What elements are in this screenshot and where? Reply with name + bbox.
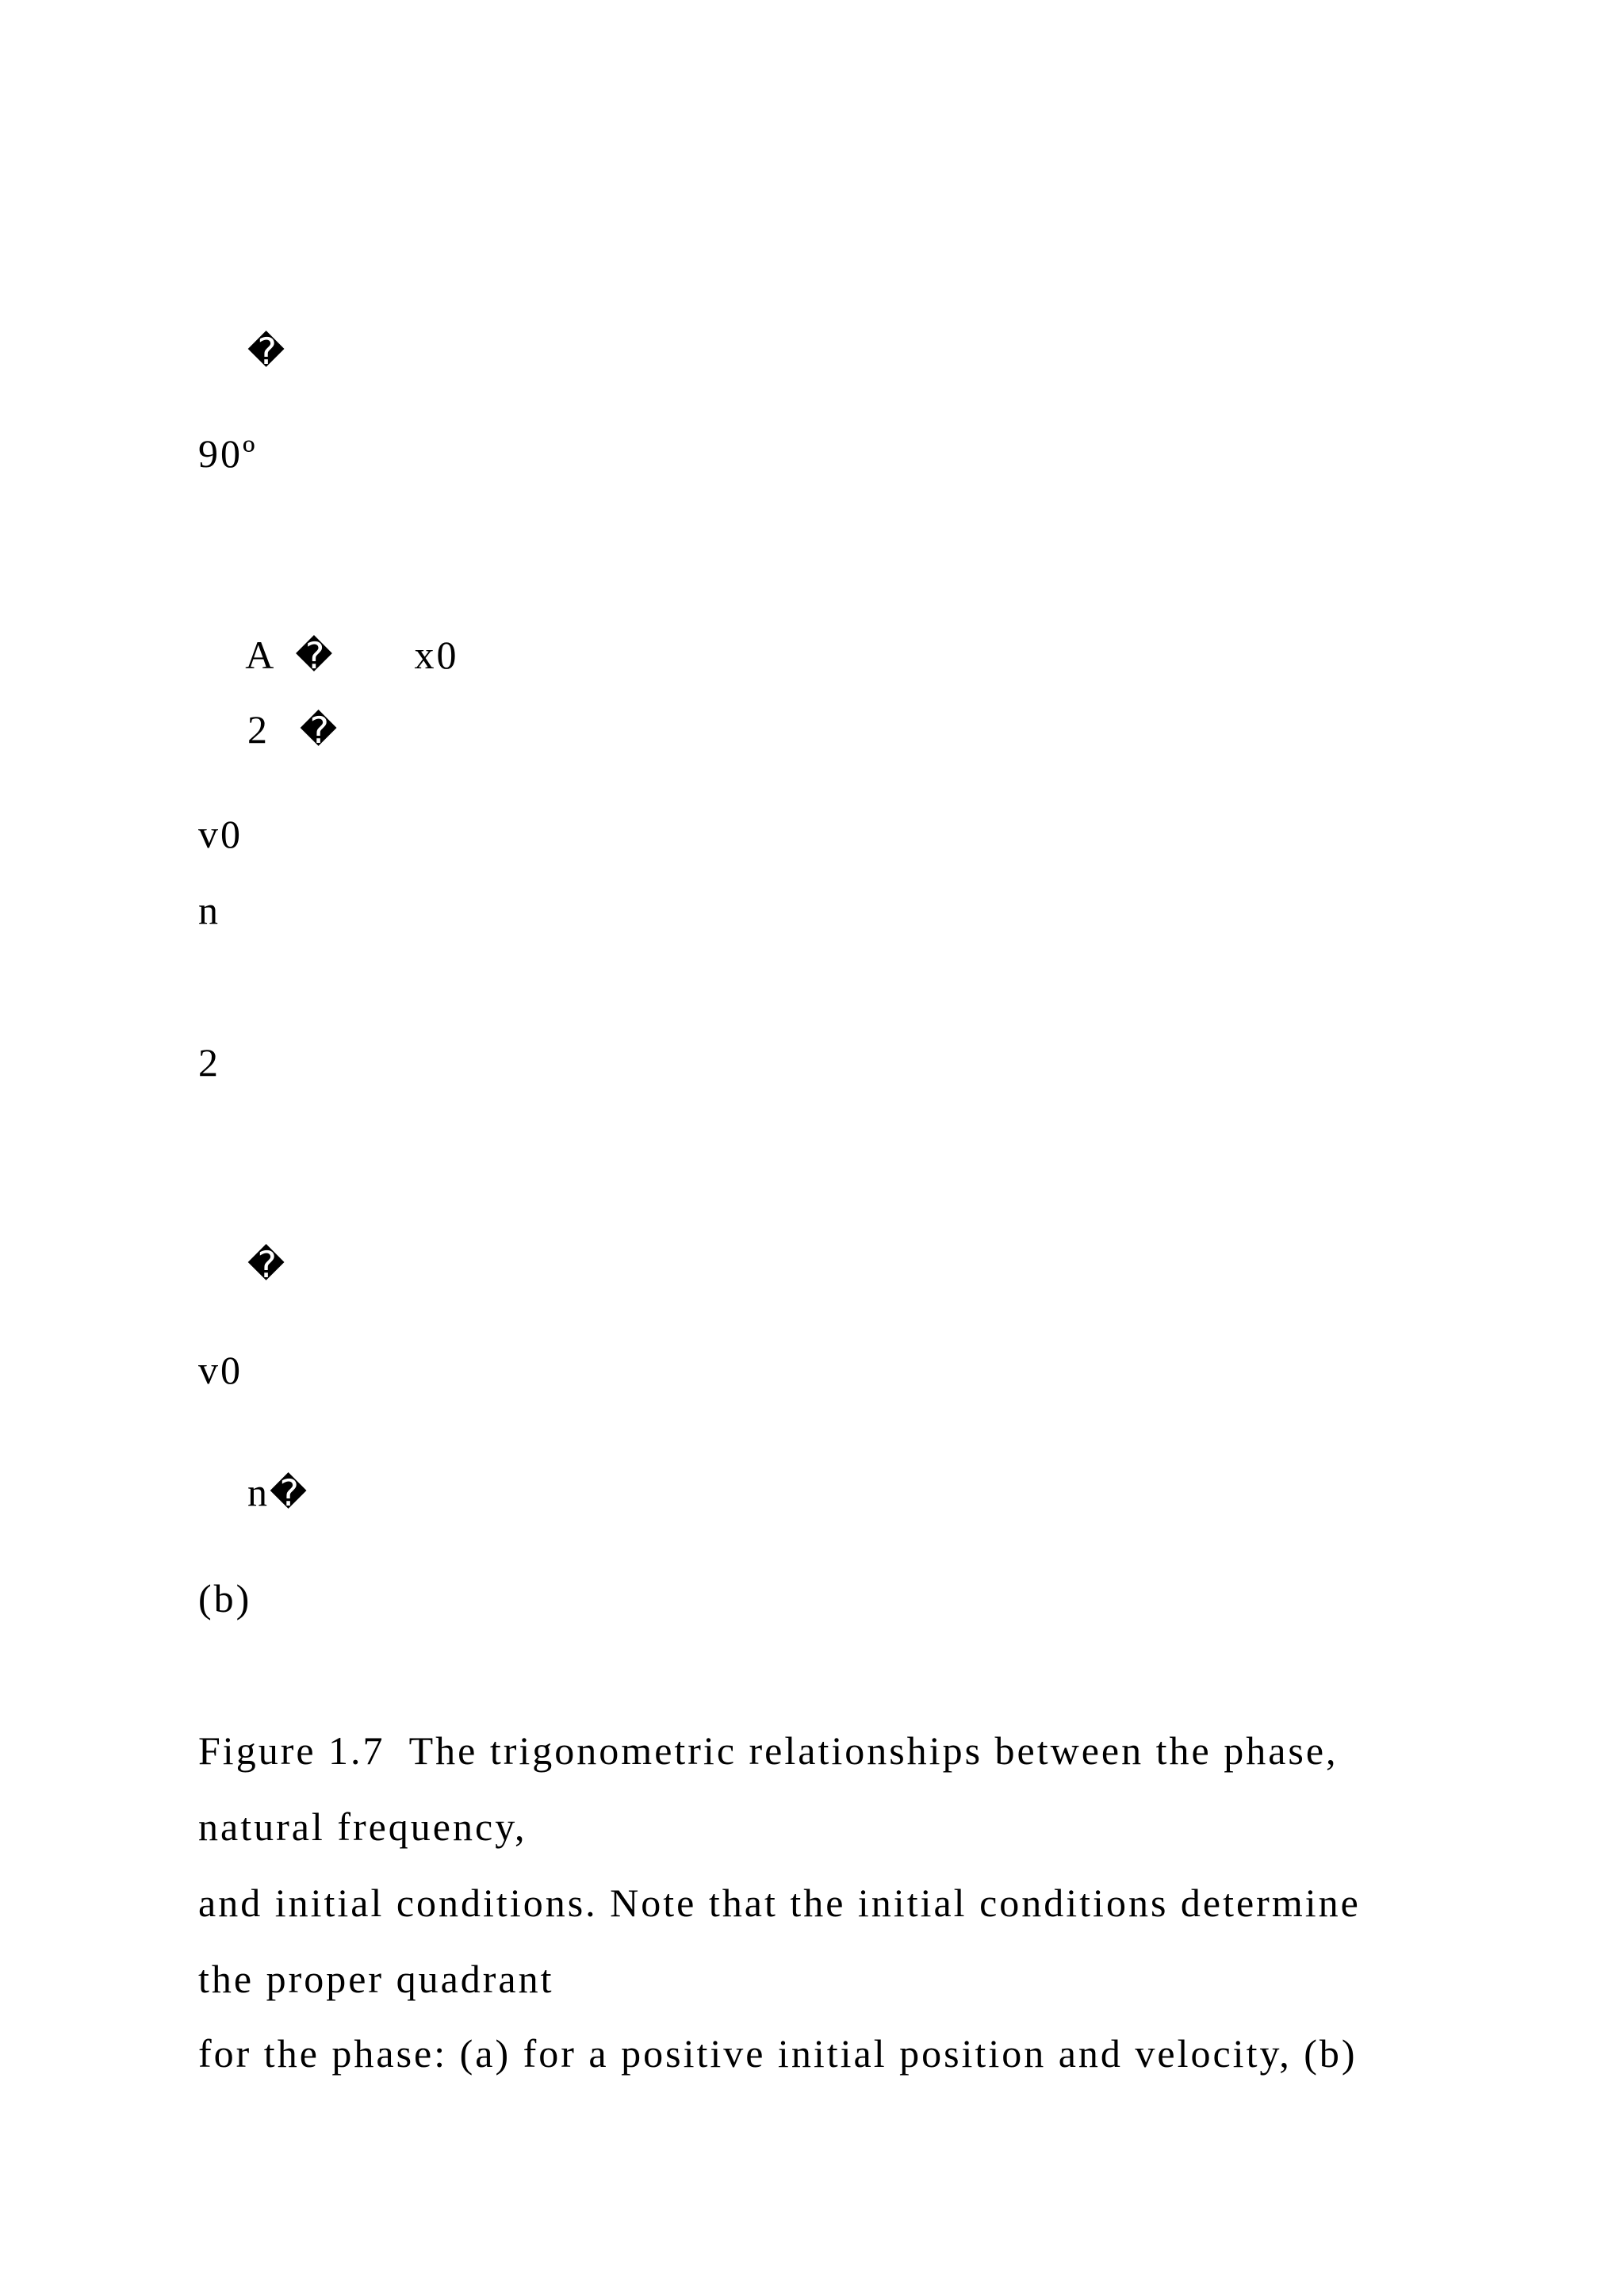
x0-label: x0 bbox=[414, 633, 459, 677]
replacement-glyph: � bbox=[247, 1243, 288, 1286]
fragment-n-a: n bbox=[198, 888, 220, 932]
replacement-glyph: � bbox=[270, 1471, 310, 1514]
two-label: 2 bbox=[247, 707, 270, 752]
fragment-n-b-row bbox=[198, 1421, 309, 1564]
fragment-v0-b: v0 bbox=[198, 1348, 243, 1392]
panel-label: (b) bbox=[198, 1576, 252, 1621]
fragment-angle: 90º bbox=[198, 431, 258, 476]
fragment-two-row bbox=[198, 658, 339, 802]
replacement-glyph: � bbox=[300, 709, 340, 752]
fragment-v0-a: v0 bbox=[198, 812, 243, 856]
fragment-glyph-top bbox=[198, 279, 287, 423]
caption-line-1: Figure 1.7 The trigonometric relationships between the phase, bbox=[198, 1728, 1339, 1773]
caption-line-2: natural frequency, bbox=[198, 1804, 527, 1849]
fragment-glyph-mid bbox=[198, 1192, 287, 1336]
n-label: n bbox=[247, 1470, 270, 1514]
caption-line-3: and initial conditions. Note that the initial conditions determine bbox=[198, 1881, 1361, 1925]
amplitude-label: A bbox=[245, 633, 277, 677]
caption-line-4: the proper quadrant bbox=[198, 1957, 554, 2001]
replacement-glyph: � bbox=[295, 634, 335, 677]
replacement-glyph: � bbox=[247, 330, 288, 373]
caption-line-5: for the phase: (a) for a positive initial position and velocity, (b) bbox=[198, 2031, 1358, 2076]
fragment-two-b: 2 bbox=[198, 1040, 220, 1085]
